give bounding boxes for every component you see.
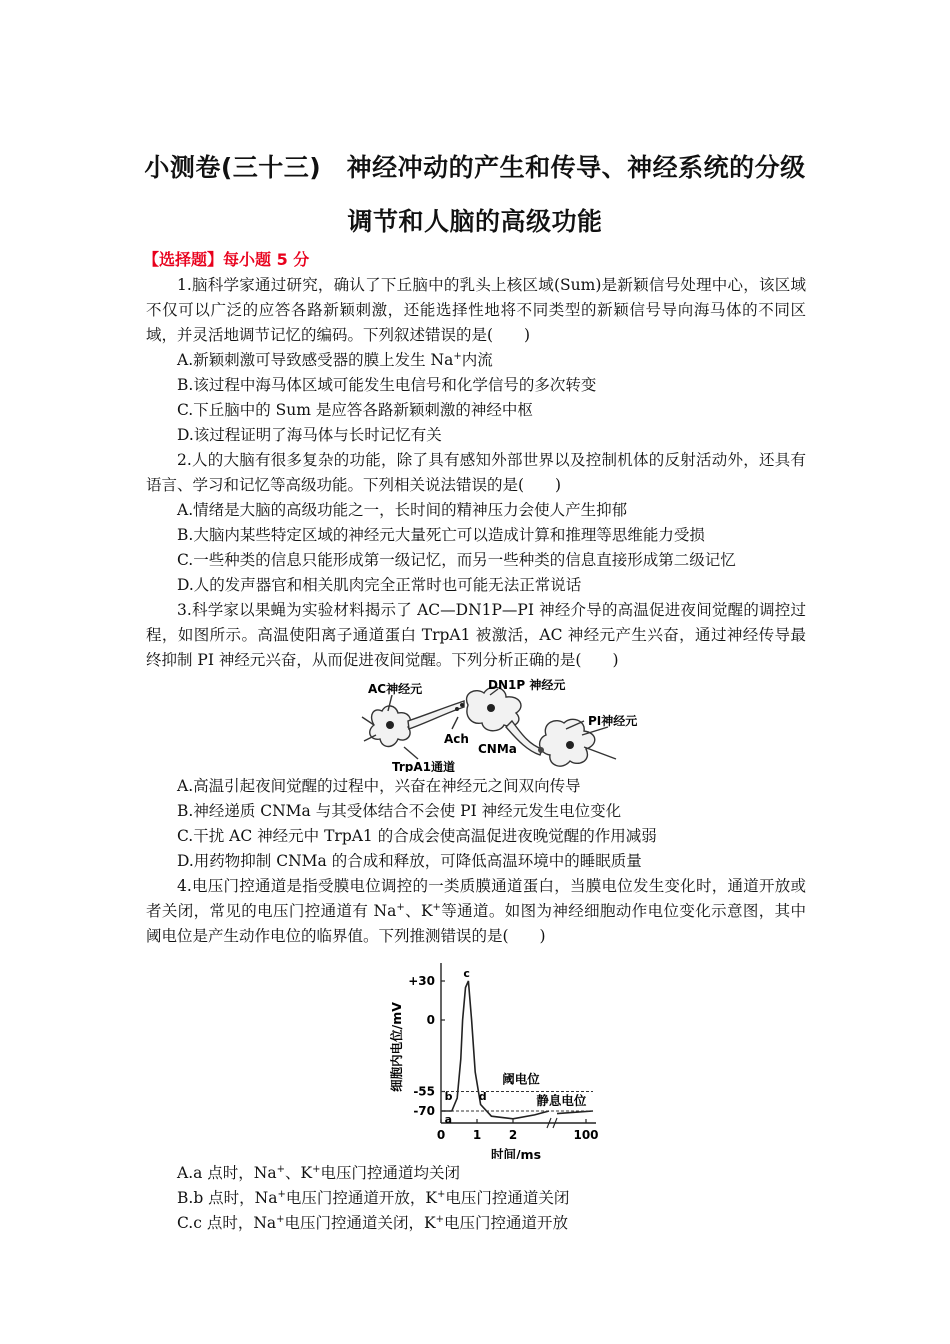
label-ac-neuron: AC神经元 (368, 682, 423, 696)
page-title-line-2: 调节和人脑的高级功能 (347, 207, 603, 236)
point-label-d: d (478, 1090, 487, 1103)
action-potential-chart (146, 955, 806, 1159)
neuron-diagram-svg (146, 677, 806, 772)
ac-nucleus (386, 721, 394, 729)
annotation-threshold: 阈电位 (502, 1071, 540, 1087)
label-cnma: CNMa (478, 742, 517, 756)
label-dn1p-neuron: DN1P 神经元 (488, 678, 566, 692)
point-label-b: b (444, 1090, 453, 1103)
q3-stem: 3.科学家以果蝇为实验材料揭示了 AC—DN1P—PI 神经介导的高温促进夜间觉醒的调控过程，如图所示。高温使阳离子通道蛋白 TrpA1 被激活，AC 神经元产生兴奋，通过神经传导最终抑制 PI 神经元兴奋，从而促进夜间觉醒。下列分析正确的是( ) (146, 601, 806, 669)
q3-option-a: A.高温引起夜间觉醒的过程中，兴奋在神经元之间双向传导 (177, 777, 581, 795)
q2-option-d: D.人的发声器官和相关肌肉完全正常时也可能无法正常说话 (177, 576, 582, 594)
page-title-line-1: 小测卷(三十三) 神经冲动的产生和传导、神经系统的分级 (144, 153, 806, 182)
x-tick-label: 100 (573, 1128, 599, 1142)
label-trpa1-channel: TrpA1通道 (392, 760, 456, 772)
q1-option-b: B.该过程中海马体区域可能发生电信号和化学信号的多次转变 (177, 376, 597, 394)
q1-option-d: D.该过程证明了海马体与长时记忆有关 (177, 426, 442, 444)
q2-option-b: B.大脑内某些特定区域的神经元大量死亡可以造成计算和推理等思维能力受损 (177, 526, 705, 544)
action-potential-chart-svg (146, 955, 806, 1159)
point-label-c: c (463, 967, 470, 980)
pi-nucleus (566, 741, 574, 749)
q1-option-a: A.新颖刺激可导致感受器的膜上发生 Na+内流 (177, 350, 493, 369)
q4-option-c: C.c 点时，Na+电压门控通道关闭，K+电压门控通道开放 (177, 1213, 569, 1232)
q1-stem: 1.脑科学家通过研究，确认了下丘脑中的乳头上核区域(Sum)是新颖信号处理中心，该区域不仅可以广泛的应答各路新颖刺激，还能选择性地将不同类型的新颖信号导向海马体的不同区域，并灵活地调节记忆的编码。下列叙述错误的是( ) (146, 276, 806, 344)
q3-option-c: C.干扰 AC 神经元中 TrpA1 的合成会使高温促进夜晚觉醒的作用减弱 (177, 827, 657, 845)
q4-option-a: A.a 点时，Na+、K+电压门控通道均关闭 (177, 1163, 460, 1182)
content (143, 247, 806, 1236)
q4-stem: 4.电压门控通道是指受膜电位调控的一类质膜通道蛋白，当膜电位发生变化时，通道开放或者关闭，常见的电压门控通道有 Na+、K+等通道。如图为神经细胞动作电位变化示意图，其中阈电位是产生动作电位的临界值。下列推测错误的是( ) (146, 877, 806, 945)
y-tick-label: +30 (408, 974, 435, 988)
annotation-resting: 静息电位 (536, 1093, 587, 1108)
q4-option-b: B.b 点时，Na+电压门控通道开放，K+电压门控通道关闭 (177, 1188, 570, 1207)
neuron-diagram (146, 677, 806, 772)
q2-option-a: A.情绪是大脑的高级功能之一，长时间的精神压力会使人产生抑郁 (177, 501, 628, 519)
y-tick-label: -70 (413, 1104, 435, 1118)
label-ach: Ach (444, 732, 469, 746)
point-label-a: a (444, 1113, 453, 1126)
dn1p-nucleus (487, 704, 495, 712)
y-tick-label: 0 (426, 1013, 435, 1027)
q1-option-c: C.下丘脑中的 Sum 是应答各路新颖刺激的神经中枢 (177, 401, 533, 419)
q3-option-d: D.用药物抑制 CNMa 的合成和释放，可降低高温环境中的睡眠质量 (177, 852, 642, 870)
q2-stem: 2.人的大脑有很多复杂的功能，除了具有感知外部世界以及控制机体的反射活动外，还具有语言、学习和记忆等高级功能。下列相关说法错误的是( ) (146, 451, 806, 494)
label-pi-neuron: PI神经元 (588, 714, 638, 728)
x-tick-label: 0 (436, 1128, 446, 1142)
x-tick-label: 1 (472, 1128, 482, 1142)
q2-option-c: C.一些种类的信息只能形成第一级记忆，而另一些种类的信息直接形成第二级记忆 (177, 551, 736, 569)
q3-option-b: B.神经递质 CNMa 与其受体结合不会使 PI 神经元发生电位变化 (177, 802, 622, 820)
y-tick-label: -55 (413, 1084, 435, 1099)
y-axis-label: 细胞内电位/mV (389, 1002, 404, 1092)
x-axis-label: 时间/ms (490, 1147, 542, 1159)
ac-axon (408, 701, 464, 729)
section-heading: 【选择题】每小题 5 分 (143, 250, 310, 269)
x-tick-label: 2 (508, 1128, 518, 1142)
